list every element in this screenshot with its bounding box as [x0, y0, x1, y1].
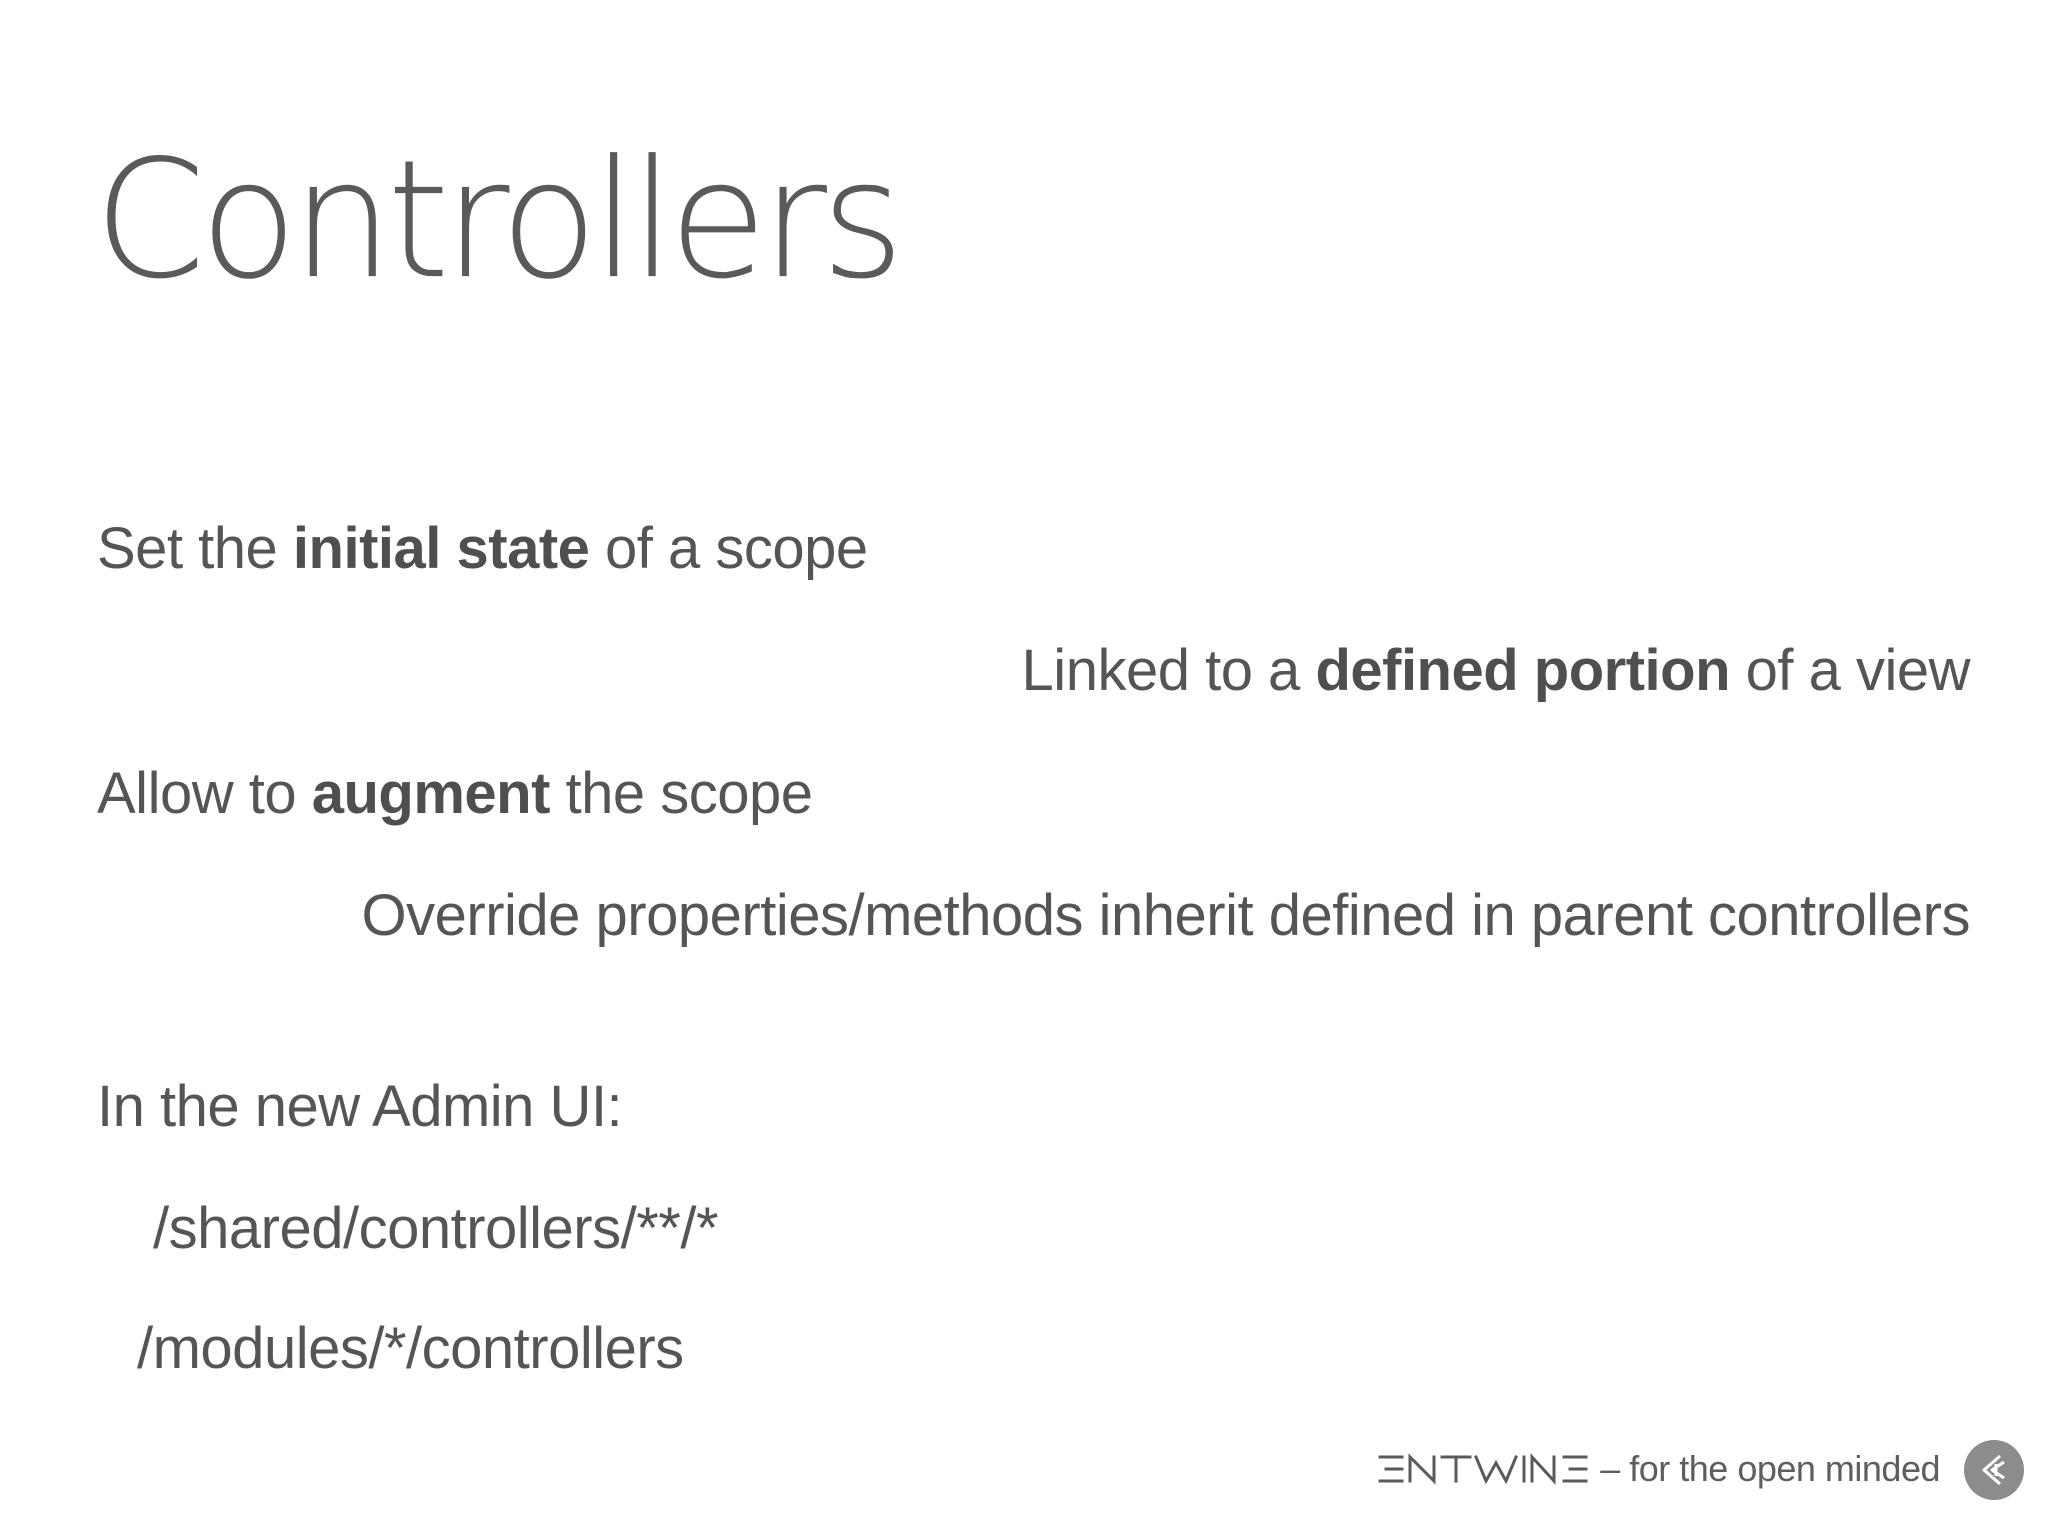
- bullet-emphasis: initial state: [292, 516, 590, 581]
- bullet-emphasis: augment: [311, 761, 550, 826]
- slide-footer: [1378, 1448, 1940, 1490]
- bullet-text: Linked to a: [1021, 638, 1316, 703]
- bullet-text: the scope: [549, 761, 813, 826]
- bullet-linked-view: [1021, 638, 1970, 703]
- bullet-admin-ui: In the new Admin UI:: [97, 1074, 623, 1139]
- bullet-text: Set the: [97, 516, 293, 581]
- footer-tagline: – for the open minded: [1600, 1448, 1940, 1489]
- entwine-logo: [1378, 1451, 1590, 1487]
- bullet-initial-state: [97, 516, 868, 581]
- path-shared-controllers: /shared/controllers/**/*: [153, 1196, 719, 1261]
- slide-title: Controllers: [94, 124, 899, 315]
- path-modules-controllers: /modules/*/controllers: [137, 1316, 684, 1381]
- entwine-emblem-icon: [1964, 1440, 2024, 1500]
- bullet-text: of a scope: [589, 516, 868, 581]
- bullet-augment-scope: [97, 761, 813, 826]
- bullet-override: Override properties/methods inherit defined in parent controllers: [361, 883, 1970, 948]
- bullet-emphasis: defined portion: [1315, 638, 1730, 703]
- brand-text: ENTWINE: [1378, 1451, 1383, 1452]
- bullet-text: Allow to: [97, 761, 312, 826]
- bullet-text: of a view: [1730, 638, 1970, 703]
